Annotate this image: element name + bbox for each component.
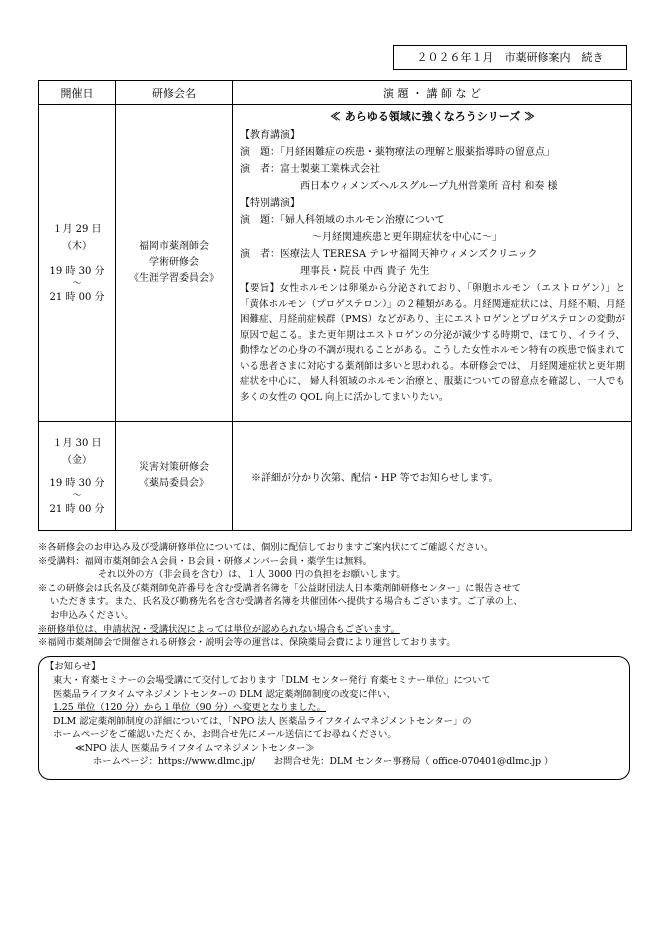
info-box	[38, 656, 630, 780]
info-body	[53, 674, 553, 769]
info-line: DLM 認定薬剤師制度の詳細については、「NPO 法人 医薬品ライフタイムマネジメントセンター」の	[53, 715, 472, 727]
weekday: （金）	[62, 454, 92, 466]
info-line: ホームページをご確認いただくか、お問合せ先にメール送信にてお尋ねください。	[53, 729, 397, 740]
time-start: 19 時 30 分	[49, 265, 105, 277]
summary-text: 女性ホルモンは卵巣から分泌されており、「卵胞ホルモン（エストロゲン）」と「黄体ホルモン（プロゲステロン）」の２種類がある。月経関連症状には、月経不順、月経困難症、月経前症候群（PMS）などがあり、主にエストロゲンとプロゲステロンの変動が原因で起こる。また更年期はエストロゲンの分泌が減少する時期で、ほてり、イライラ、動悸などの心身の不調が現れることがある。こうした女性ホルモン特有の疾患で悩まれている患者さまに対応する薬剤師は多いと思われる。本研修会では、 月経関連症状と更年期症状を中心に、 婦人科領域のホルモン治療と、服薬についての留意点を確認し、一人でも多くの女性の QOL 向上に活かしてまいりたい。	[240, 283, 625, 403]
header-name: 研修会名	[116, 81, 233, 105]
notes-section	[38, 541, 638, 650]
notice-text: ※詳細が分かり次第、配信・HP 等でお知らせします。	[251, 472, 499, 484]
summary-label: 【要旨】	[240, 283, 280, 294]
section-special: 【特別講演】	[240, 198, 300, 209]
series-title: ≪ あらゆる領域に強くなろうシリーズ ≫	[329, 110, 536, 123]
time-end: 21 時 00 分	[49, 291, 105, 303]
lecture-subtitle: ～月経関連疾患と更年期症状を中心に～」	[312, 232, 502, 243]
name-line: 学術研修会	[149, 257, 199, 268]
lecture-title: 演 題：「月経困難症の疾患・薬物療法の理解と服薬指導時の留意点」	[240, 147, 555, 158]
summary	[240, 281, 625, 405]
note-line: ※各研修会のお申込み及び受講研修単位については、個別に配信しておりますご案内状にてご確認ください。	[38, 542, 494, 553]
tilde: ～	[72, 490, 82, 501]
header-detail: 演 題 ・ 講 師 な ど	[233, 81, 632, 105]
info-line: 1.25 単位（120 分）から１単位（90 分）へ変更となりました。	[53, 702, 326, 713]
note-line: それ以外の方（非会員を含む）は、１人 3000 円の負担をお願いします。	[98, 569, 406, 581]
table-header-row	[39, 81, 632, 105]
date-cell	[39, 422, 116, 531]
section-education: 【教育講演】	[240, 130, 300, 141]
note-line: お申込みください。	[50, 609, 134, 621]
lecturer-detail: 理事長・院長 中西 貴子 先生	[300, 266, 430, 277]
info-org: ≪NPO 法人 医薬品ライフタイムマネジメントセンター≫	[75, 742, 315, 754]
lecture-title: 演 題：「婦人科領域のホルモン治療について	[240, 215, 445, 226]
tilde: ～	[72, 278, 82, 289]
name-line: 災害対策研修会	[139, 462, 209, 473]
date: １月 29 日	[52, 223, 102, 235]
info-line: 東大・育薬セミナーの会場受講にて交付しております「DLM センター発行 育薬セミナー単位」について	[53, 675, 491, 686]
name-cell	[116, 422, 233, 531]
time-start: 19 時 30 分	[49, 477, 105, 489]
note-line: ※研修単位は、申請状況・受講状況によっては単位が認められない場合もございます。	[38, 623, 400, 635]
date-cell	[39, 105, 116, 422]
weekday: （木）	[62, 240, 92, 252]
name-committee: 《薬局委員会》	[139, 478, 209, 489]
header-date: 開催日	[39, 81, 116, 105]
date: １月 30 日	[52, 437, 102, 449]
info-line: 医薬品ライフタイムマネジメントセンターの DLM 認定薬剤師制度の改変に伴い、	[53, 688, 396, 700]
note-line: いただきます。また、氏名及び勤務先名を含む受講者名簿を共催団体へ提供する場合もございます。ご了承の上、	[50, 596, 523, 608]
lecturer: 演 者：医療法人 TERESA テレサ福岡天神ウィメンズクリニック	[240, 249, 538, 260]
detail-cell	[233, 422, 632, 531]
note-line: ※福岡市薬剤師会で開催される研修会・説明会等の運営は、保険薬局会費により運営しております。	[38, 637, 456, 649]
lecturer: 演 者：富士製薬工業株式会社	[240, 164, 380, 175]
info-contact: ホームページ：https://www.dlmc.jp/ お問合せ先：DLM センター事務局（ office-070401@dlmc.jp ）	[93, 756, 554, 767]
table-row	[39, 422, 632, 531]
schedule-table	[38, 80, 632, 531]
name-cell	[116, 105, 233, 422]
time-end: 21 時 00 分	[49, 503, 105, 515]
note-line: ※受講料：福岡市薬剤師会Ａ会員・Ｂ会員・研修メンバー会員・薬学生は無料。	[38, 555, 373, 567]
note-line: ※この研修会は氏名及び薬剤師免許番号を含む受講者名簿を「公益財団法人日本薬剤師研修センター」に報告させて	[38, 582, 522, 594]
page-header-box: ２０２６年１月 市薬研修案内 続き	[393, 45, 627, 70]
name-line: 福岡市薬剤師会	[139, 241, 209, 252]
table-row	[39, 105, 632, 422]
lecturer-detail: 西日本ウィメンズヘルスグループ九州営業所 音村 和奏 様	[300, 181, 558, 192]
detail-cell	[233, 105, 632, 422]
name-committee: 《生涯学習委員会》	[129, 273, 219, 284]
info-title: 【お知らせ】	[45, 661, 101, 672]
